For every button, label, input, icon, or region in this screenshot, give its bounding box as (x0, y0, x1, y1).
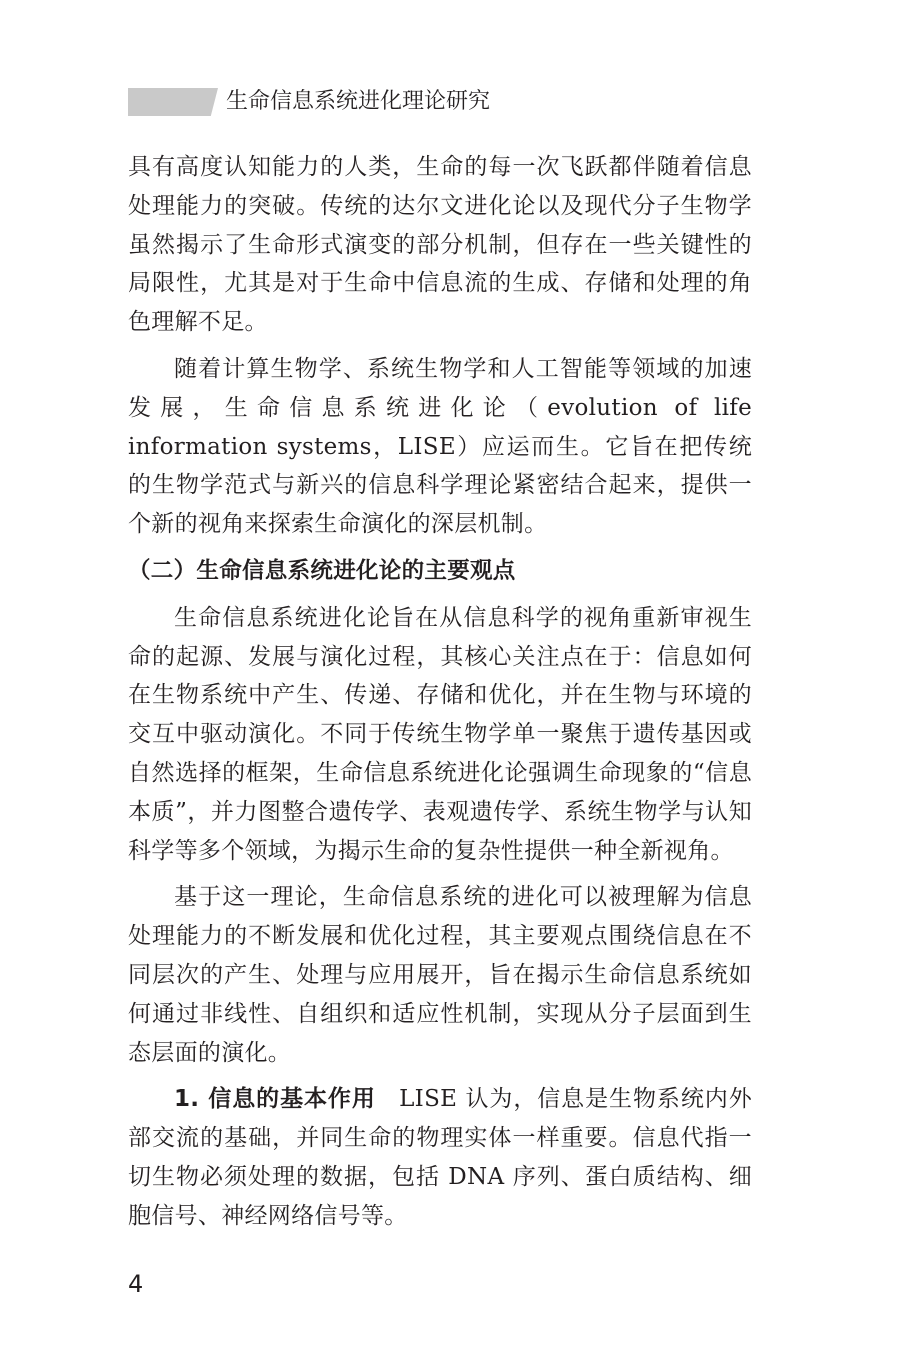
running-head-bar (128, 88, 218, 116)
section-heading: （二）生命信息系统进化论的主要观点 (128, 557, 516, 584)
paragraph: 基于这一理论，生命信息系统的进化可以被理解为信息处理能力的不断发展和优化过程，其主要观点围绕信息在不同层次的产生、处理与应用展开，旨在揭示生命信息系统如何通过非线性、自组织和适应性机制，实现从分子层面到生态层面的演化。 (128, 884, 752, 1066)
paragraph-with-run-in-head (128, 1080, 752, 1235)
run-in-heading: 1. 信息的基本作用 (174, 1086, 376, 1113)
page-number: 4 (128, 1270, 144, 1298)
running-head-title: 生命信息系统进化理论研究 (226, 89, 491, 114)
run-in-body: LISE 认为，信息是生物系统内外部交流的基础，并同生命的物理实体一样重要。信息代指一切生物必须处理的数据，包括 DNA 序列、蛋白质结构、细胞信号、神经网络信号等。 (128, 1086, 752, 1229)
paragraph-continuation: 具有高度认知能力的人类，生命的每一次飞跃都伴随着信息处理能力的突破。传统的达尔文进化论以及现代分子生物学虽然揭示了生命形式演变的部分机制，但存在一些关键性的局限性，尤其是对于生命中信息流的生成、存储和处理的角色理解不足。 (128, 154, 752, 336)
body-text (128, 148, 752, 1236)
paragraph: 随着计算生物学、系统生物学和人工智能等领域的加速发展，生命信息系统进化论（evolution of life information systems，LISE）应运而生。它旨在把传统的生物学范式与新兴的信息科学理论紧密结合起来，提供一个新的视角来探索生命演化的深层机制。 (128, 355, 752, 538)
paragraph: 生命信息系统进化论旨在从信息科学的视角重新审视生命的起源、发展与演化过程，其核心关注点在于：信息如何在生物系统中产生、传递、存储和优化，并在生物与环境的交互中驱动演化。不同于传统生物学单一聚焦于遗传基因或自然选择的框架，生命信息系统进化论强调生命现象的“信息本质”，并力图整合遗传学、表观遗传学、系统生物学与认知科学等多个领域，为揭示生命的复杂性提供一种全新视角。 (128, 604, 752, 864)
